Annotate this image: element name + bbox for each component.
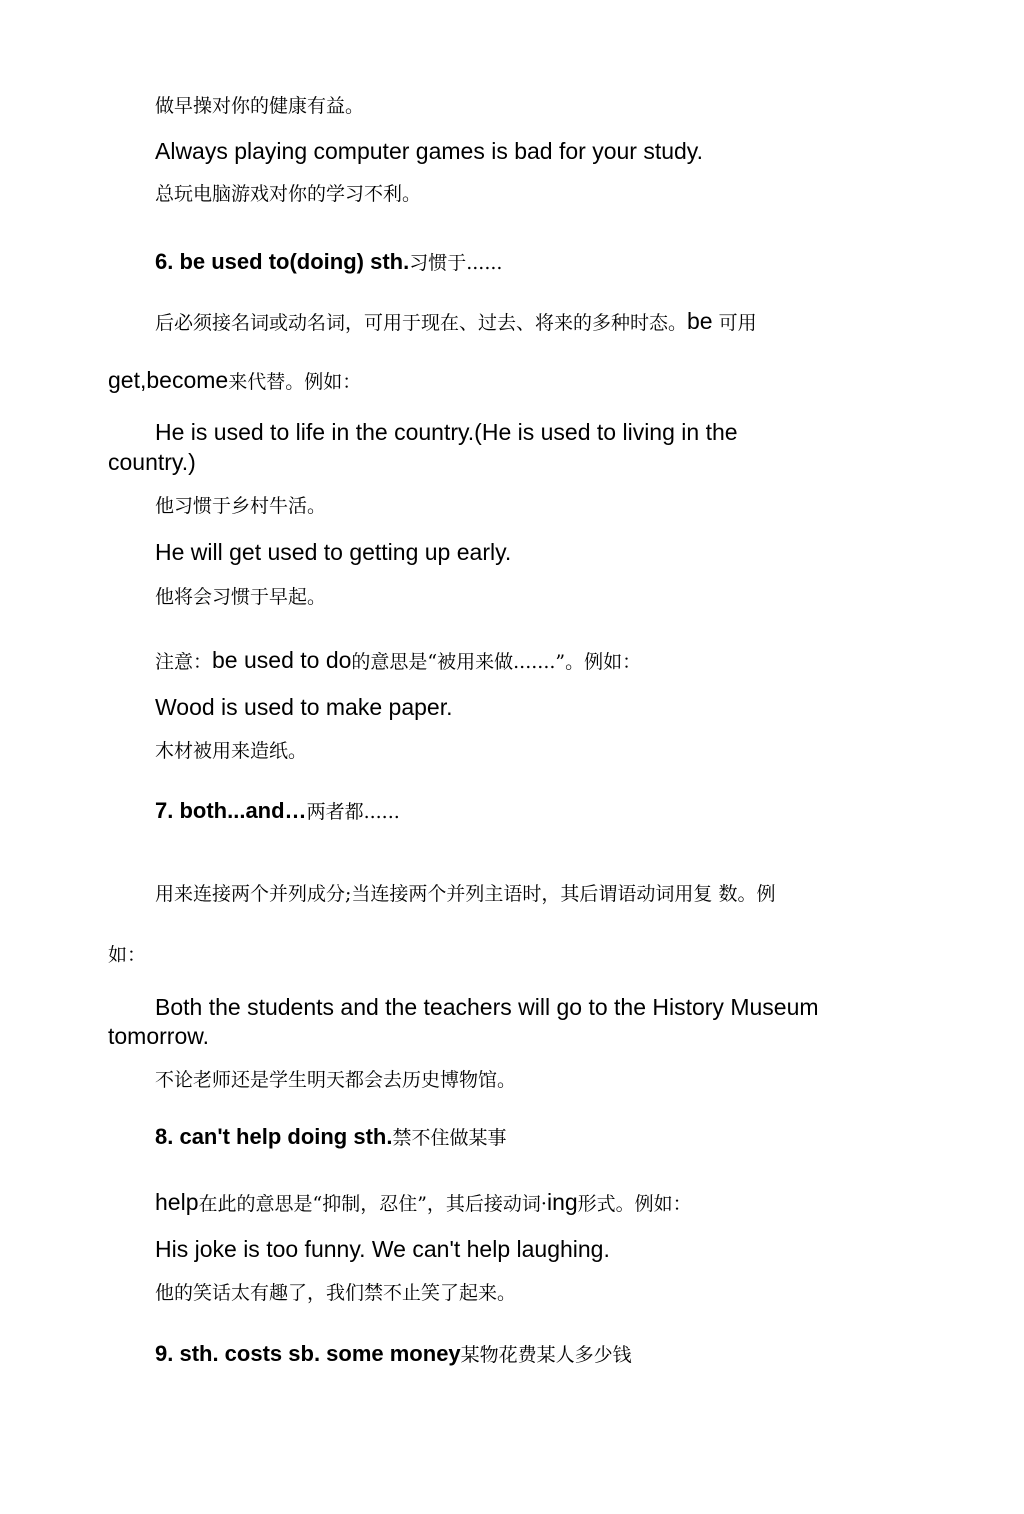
section-heading-7	[155, 796, 400, 827]
note-phrase: be used to do	[212, 647, 352, 673]
example-sentence-museum-line-1: Both the students and the teachers will go to the History Museum	[155, 994, 819, 1020]
heading-9-phrase: 9. sth. costs sb. some money	[155, 1341, 461, 1366]
heading-8-meaning: 禁不住做某事	[392, 1127, 507, 1149]
heading-9-meaning: 某物花费某人多少钱	[460, 1344, 632, 1366]
explanation-7-line-1: 用来连接两个并列成分;当连接两个并列主语时，其后谓语动词用复 数。例	[155, 883, 776, 905]
explanation-7-line-2: 如：	[108, 944, 147, 966]
note-meaning: 的意思是“被用来做.......”。例如：	[351, 651, 642, 673]
explanation-8-ing: ing	[546, 1189, 578, 1215]
explanation-6-can-use: 可用	[712, 312, 757, 334]
heading-7-phrase: 7. both...and…	[155, 798, 307, 823]
note-label: 注意：	[155, 651, 213, 673]
heading-8-phrase: 8. can't help doing sth.	[155, 1124, 393, 1149]
explanation-6-replace: 来代替。例如：	[228, 371, 362, 393]
explanation-6-text: 后必须接名词或动名词，可用于现在、过去、将来的多种时态。	[155, 312, 688, 334]
explanation-6-words: get,become	[108, 367, 229, 393]
section-heading-9	[155, 1339, 632, 1370]
explanation-6-be: be	[687, 308, 713, 334]
explanation-6-line-1	[155, 306, 757, 338]
example-translation-wood: 木材被用来造纸。	[155, 740, 308, 762]
example-translation-museum: 不论老师还是学生明天都会去历史博物馆。	[155, 1069, 517, 1091]
heading-6-meaning: 习惯于......	[409, 252, 503, 274]
heading-7-meaning: 两者都......	[306, 801, 400, 823]
example-translation-country: 他习惯于乡村牛活。	[155, 495, 327, 517]
explanation-8-meaning: 在此的意思是“抑制，忍住”，其后接动词·	[198, 1193, 547, 1215]
example-translation-get-up-early: 他将会习惯于早起。	[155, 586, 327, 608]
example-translation-computer-games: 总玩电脑游戏对你的学习不利。	[155, 183, 422, 205]
example-sentence-country-line-2: country.)	[108, 449, 196, 475]
explanation-8-form: 形式。例如：	[577, 1193, 692, 1215]
section-heading-6	[155, 247, 502, 278]
note-be-used-to-do	[155, 645, 641, 677]
example-sentence-country-line-1: He is used to life in the country.(He is used to living in the	[155, 419, 738, 445]
example-sentence-computer-games: Always playing computer games is bad for your study.	[155, 138, 703, 164]
explanation-8-help: help	[155, 1189, 199, 1215]
example-sentence-get-up-early: He will get used to getting up early.	[155, 539, 512, 565]
section-heading-8	[155, 1122, 506, 1153]
explanation-8	[155, 1187, 692, 1219]
example-translation-morning-exercise: 做早操对你的健康有益。	[155, 95, 365, 117]
example-sentence-joke: His joke is too funny. We can't help laughing.	[155, 1236, 610, 1262]
example-sentence-wood: Wood is used to make paper.	[155, 694, 453, 720]
explanation-6-line-2	[108, 365, 361, 397]
example-sentence-museum-line-2: tomorrow.	[108, 1023, 209, 1049]
example-translation-joke: 他的笑话太有趣了，我们禁不止笑了起来。	[155, 1282, 517, 1304]
heading-6-phrase: 6. be used to(doing) sth.	[155, 249, 410, 274]
